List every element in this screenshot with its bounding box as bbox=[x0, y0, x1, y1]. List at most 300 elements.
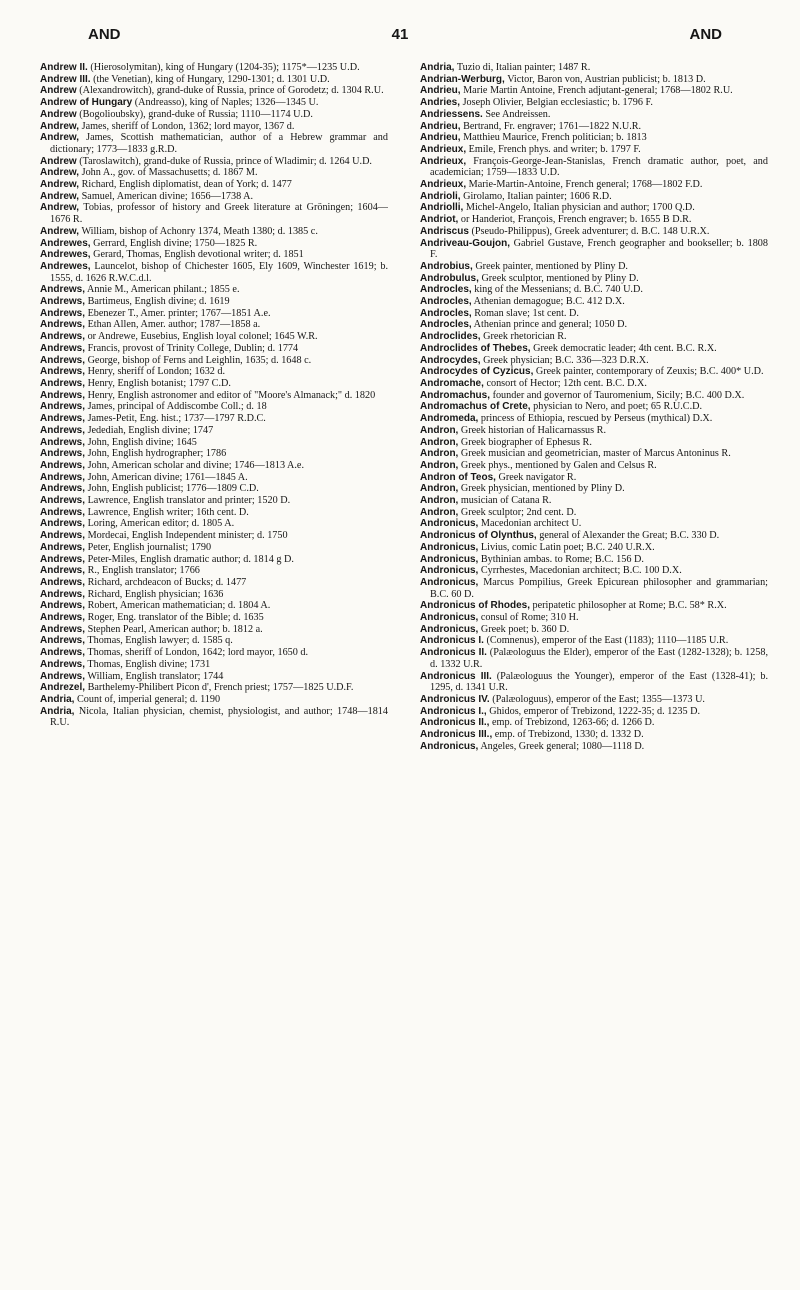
entry-text: Greek biographer of Ephesus R. bbox=[458, 436, 592, 448]
dictionary-entry bbox=[420, 635, 768, 647]
dictionary-entry bbox=[420, 331, 768, 343]
entry-headword: Andrews, bbox=[40, 331, 86, 343]
entry-text: John, English publicist; 1776—1809 C.D. bbox=[85, 483, 259, 495]
entry-headword: Andrews, bbox=[40, 377, 86, 389]
entry-text: Lawrence, English writer; 16th cent. D. bbox=[85, 506, 249, 518]
dictionary-entry bbox=[420, 179, 768, 191]
entry-text: Gerard, Thomas, English devotional writer; d. 1851 bbox=[90, 249, 304, 261]
dictionary-entry bbox=[420, 226, 768, 238]
dictionary-entry bbox=[420, 530, 768, 542]
entry-text: Nicola, Italian physician, chemist, physiologist, and author; 1748—1814 R.U. bbox=[50, 705, 388, 729]
entry-headword: Andrews, bbox=[40, 424, 86, 436]
entry-text: Roman slave; 1st cent. D. bbox=[471, 307, 579, 319]
entry-headword: Andronicus, bbox=[420, 553, 479, 565]
dictionary-entry bbox=[40, 85, 388, 97]
dictionary-entry bbox=[40, 472, 388, 484]
dictionary-entry bbox=[40, 448, 388, 460]
dictionary-entry bbox=[420, 624, 768, 636]
entry-text: consul of Rome; 310 H. bbox=[478, 612, 579, 624]
dictionary-entry bbox=[40, 413, 388, 425]
dictionary-entry bbox=[40, 600, 388, 612]
dictionary-entry bbox=[420, 542, 768, 554]
entry-text: William, English translator; 1744 bbox=[85, 670, 224, 682]
dictionary-entry bbox=[40, 671, 388, 683]
entry-headword: Androbulus, bbox=[420, 272, 479, 284]
entry-text: Marie Martin Antoine, French adjutant-general; 1768—1802 R.U. bbox=[460, 85, 733, 97]
entry-text: John, English divine; 1645 bbox=[85, 436, 197, 448]
dictionary-entry bbox=[40, 132, 388, 155]
entry-text: Macedonian architect U. bbox=[478, 518, 582, 530]
entry-text: Bythinian ambas. to Rome; B.C. 156 D. bbox=[478, 553, 644, 565]
dictionary-entry bbox=[420, 577, 768, 600]
entry-headword: Andria, bbox=[420, 62, 455, 73]
dictionary-entry bbox=[40, 366, 388, 378]
entry-headword: Andrew, bbox=[40, 225, 80, 237]
dictionary-entry bbox=[40, 542, 388, 554]
entry-headword: Androbius, bbox=[420, 260, 473, 272]
dictionary-entry bbox=[40, 249, 388, 261]
entry-text: Livius, comic Latin poet; B.C. 240 U.R.X. bbox=[478, 541, 655, 553]
right-column bbox=[420, 62, 768, 1267]
entry-headword: Andrew bbox=[40, 108, 77, 120]
entry-text: Lawrence, English translator and printer; 1520 D. bbox=[85, 495, 291, 507]
entry-headword: Androcydes of Cyzicus, bbox=[420, 366, 534, 378]
entry-headword: Andrieu, bbox=[420, 132, 461, 144]
entry-text: Ghidos, emperor of Trebizond, 1222-35; d. 1235 D. bbox=[486, 705, 701, 717]
entry-headword: Andrews, bbox=[40, 541, 86, 553]
entry-headword: Andronicus II. bbox=[420, 647, 487, 659]
entry-text: Cyrrhestes, Macedonian architect; B.C. 100 D.X. bbox=[478, 565, 682, 577]
entry-headword: Andrew, bbox=[40, 202, 80, 214]
dictionary-entry bbox=[420, 202, 768, 214]
entry-text: Francis, provost of Trinity College, Dublin; d. 1774 bbox=[85, 342, 299, 354]
entry-headword: Andrew II. bbox=[40, 62, 88, 73]
dictionary-entry bbox=[420, 191, 768, 203]
entry-headword: Andron, bbox=[420, 483, 459, 495]
entry-text: Greek rhetorician R. bbox=[480, 331, 567, 343]
entry-text: Annie M., American philant.; 1855 e. bbox=[85, 284, 240, 296]
entry-headword: Andrew III. bbox=[40, 73, 91, 85]
entry-text: Ebenezer T., Amer. printer; 1767—1851 A.e. bbox=[85, 307, 271, 319]
entry-text: Victor, Baron von, Austrian publicist; b. 1813 D. bbox=[504, 73, 706, 85]
dictionary-entry bbox=[420, 741, 768, 753]
entry-text: consort of Hector; 12th cent. B.C. D.X. bbox=[483, 377, 647, 389]
entry-headword: Andronicus I. bbox=[420, 635, 484, 647]
page-header bbox=[40, 26, 760, 50]
entry-text: Barthelemy-Philibert Picon d', French priest; 1757—1825 U.D.F. bbox=[85, 682, 354, 694]
dictionary-entry bbox=[40, 635, 388, 647]
entry-text: Peter-Miles, English dramatic author; d. 1814 g D. bbox=[85, 553, 294, 565]
entry-headword: Andrews, bbox=[40, 319, 86, 331]
entry-text: James, Scottish mathematician, author of a Hebrew grammar and dictionary; 1773—1833 g.R.D. bbox=[50, 132, 388, 155]
entry-text: emp. of Trebizond, 1330; d. 1332 D. bbox=[492, 729, 644, 741]
entry-headword: Andrezel, bbox=[40, 682, 86, 694]
entry-headword: Andrews, bbox=[40, 401, 86, 413]
dictionary-entry bbox=[420, 437, 768, 449]
entry-headword: Androcles, bbox=[420, 296, 472, 308]
entry-text: Tobias, professor of history and Greek literature at Gröningen; 1604—1676 R. bbox=[50, 202, 388, 226]
dictionary-entry bbox=[40, 226, 388, 238]
entry-headword: Androcles, bbox=[420, 307, 472, 319]
entry-headword: Andria, bbox=[40, 705, 75, 717]
dictionary-entry bbox=[40, 624, 388, 636]
dictionary-entry bbox=[40, 401, 388, 413]
dictionary-entry bbox=[40, 191, 388, 203]
entry-text: John, American divine; 1761—1845 A. bbox=[85, 471, 248, 483]
dictionary-entry bbox=[420, 85, 768, 97]
dictionary-entry bbox=[40, 425, 388, 437]
dictionary-entry bbox=[420, 97, 768, 109]
entry-headword: Andriolli, bbox=[420, 202, 464, 214]
dictionary-entry bbox=[420, 518, 768, 530]
dictionary-entry bbox=[420, 565, 768, 577]
dictionary-entry bbox=[420, 109, 768, 121]
entry-headword: Andron of Teos, bbox=[420, 471, 496, 483]
entry-text: physician to Nero, and poet; 65 R.U.C.D. bbox=[530, 401, 703, 413]
dictionary-entry bbox=[40, 483, 388, 495]
entry-text: Greek painter, mentioned by Pliny D. bbox=[472, 260, 628, 272]
dictionary-entry bbox=[40, 659, 388, 671]
page-number: 41 bbox=[391, 26, 409, 43]
dictionary-entry bbox=[420, 694, 768, 706]
entry-text: peripatetic philosopher at Rome; B.C. 58* R.X. bbox=[530, 600, 727, 612]
dictionary-entry bbox=[40, 437, 388, 449]
entry-headword: Andromachus, bbox=[420, 389, 491, 401]
entry-text: Marcus Pompilius, Greek Epicurean philosopher and grammarian; B.C. 60 D. bbox=[430, 576, 768, 600]
entry-headword: Andron, bbox=[420, 424, 459, 436]
entry-text: founder and governor of Tauromenium, Sicily; B.C. 400 D.X. bbox=[490, 389, 745, 401]
entry-headword: Andrews, bbox=[40, 342, 86, 354]
header-right-guide-word: AND bbox=[689, 26, 722, 43]
entry-headword: Andrews, bbox=[40, 366, 86, 378]
dictionary-entry bbox=[420, 284, 768, 296]
dictionary-entry bbox=[420, 729, 768, 741]
entry-text: Henry, English astronomer and editor of "Moore's Almanack;" d. 1820 bbox=[85, 389, 376, 401]
dictionary-entry bbox=[420, 296, 768, 308]
dictionary-entry bbox=[40, 319, 388, 331]
entry-text: See Andreissen. bbox=[482, 108, 551, 120]
entry-headword: Andrews, bbox=[40, 354, 86, 366]
dictionary-entry bbox=[420, 472, 768, 484]
entry-headword: Andronicus of Olynthus, bbox=[420, 530, 537, 542]
entry-headword: Andrew, bbox=[40, 132, 80, 144]
entry-headword: Andronicus, bbox=[420, 576, 479, 588]
entry-headword: Andrews, bbox=[40, 658, 86, 670]
entry-text: Ethan Allen, Amer. author; 1787—1858 a. bbox=[85, 319, 261, 331]
dictionary-entry bbox=[420, 273, 768, 285]
dictionary-entry bbox=[420, 214, 768, 226]
dictionary-entry bbox=[40, 121, 388, 133]
dictionary-entry bbox=[420, 460, 768, 472]
entry-headword: Andronicus of Rhodes, bbox=[420, 600, 530, 612]
entry-text: François-George-Jean-Stanislas, French dramatic author, poet, and academician; 1759—1833 U.D. bbox=[430, 155, 768, 179]
entry-headword: Andriscus bbox=[420, 225, 469, 237]
entry-text: Robert, American mathematician; d. 1804 A. bbox=[85, 600, 271, 612]
entry-headword: Andron, bbox=[420, 459, 459, 471]
entry-headword: Andrews, bbox=[40, 436, 86, 448]
entry-headword: Andrew, bbox=[40, 167, 80, 179]
dictionary-entry bbox=[40, 647, 388, 659]
entry-headword: Andrews, bbox=[40, 307, 86, 319]
entry-headword: Andrieux, bbox=[420, 143, 467, 155]
entry-text: Matthieu Maurice, French politician; b. 1813 bbox=[460, 132, 647, 144]
entry-text: John, English hydrographer; 1786 bbox=[85, 448, 227, 460]
entry-text: Greek sculptor, mentioned by Pliny D. bbox=[478, 272, 639, 284]
dictionary-entry bbox=[40, 694, 388, 706]
dictionary-entry bbox=[40, 507, 388, 519]
entry-headword: Andrew, bbox=[40, 179, 80, 191]
entry-text: musician of Catana R. bbox=[458, 495, 552, 507]
dictionary-entry bbox=[420, 413, 768, 425]
entry-text: Greek physician, mentioned by Pliny D. bbox=[458, 483, 625, 495]
entry-headword: Andrews, bbox=[40, 495, 86, 507]
entry-headword: Andrews, bbox=[40, 647, 86, 659]
entry-text: princess of Ethiopia, rescued by Perseus (mythical) D.X. bbox=[478, 413, 713, 425]
entry-headword: Androcles, bbox=[420, 319, 472, 331]
dictionary-entry bbox=[40, 331, 388, 343]
entry-text: Greek navigator R. bbox=[495, 471, 577, 483]
dictionary-entry bbox=[420, 425, 768, 437]
entry-headword: Andriveau-Goujon, bbox=[420, 237, 510, 249]
entry-text: Bartimeus, English divine; d. 1619 bbox=[85, 296, 230, 308]
left-column bbox=[40, 62, 388, 1267]
dictionary-entry bbox=[40, 261, 388, 284]
dictionary-entry bbox=[40, 612, 388, 624]
dictionary-entry bbox=[420, 600, 768, 612]
entry-text: James-Petit, Eng. hist.; 1737—1797 R.D.C. bbox=[85, 413, 266, 425]
entry-text: Richard, English diplomatist, dean of York; d. 1477 bbox=[79, 179, 292, 191]
dictionary-entry bbox=[420, 261, 768, 273]
entry-text: John A., gov. of Massachusetts; d. 1867 M. bbox=[79, 167, 258, 179]
entry-text: Thomas, sheriff of London, 1642; lord mayor, 1650 d. bbox=[85, 647, 309, 659]
entry-text: Roger, Eng. translator of the Bible; d. 1635 bbox=[85, 612, 264, 624]
entry-headword: Andrew bbox=[40, 155, 77, 167]
entry-headword: Andrews, bbox=[40, 506, 86, 518]
entry-text: (Palæologuus the Younger), emperor of the East (1328-41); b. 1295, d. 1341 U.R. bbox=[430, 670, 768, 694]
entry-text: Girolamo, Italian painter; 1606 R.D. bbox=[460, 190, 612, 202]
entry-text: Gerrard, English divine; 1750—1825 R. bbox=[90, 237, 258, 249]
dictionary-entry bbox=[420, 62, 768, 74]
dictionary-entry bbox=[420, 401, 768, 413]
entry-headword: Andrews, bbox=[40, 553, 86, 565]
entry-text: (Bogolioubsky), grand-duke of Russia; 1110—1174 U.D. bbox=[76, 108, 313, 120]
dictionary-entry bbox=[420, 343, 768, 355]
entry-text: Greek sculptor; 2nd cent. D. bbox=[458, 506, 577, 518]
dictionary-entry bbox=[40, 390, 388, 402]
entry-headword: Andrewes, bbox=[40, 237, 91, 249]
dictionary-entry bbox=[40, 343, 388, 355]
dictionary-entry bbox=[420, 390, 768, 402]
entry-headword: Andronicus, bbox=[420, 740, 479, 752]
entry-headword: Andrieu, bbox=[420, 120, 461, 132]
dictionary-entry bbox=[420, 554, 768, 566]
entry-text: Richard, English physician; 1636 bbox=[85, 588, 224, 600]
entry-text: (Pseudo-Philippus), Greek adventurer; d. B.C. 148 U.R.X. bbox=[468, 225, 710, 237]
dictionary-entry bbox=[40, 378, 388, 390]
entry-text: or Handeriot, François, French engraver; b. 1655 B D.R. bbox=[458, 214, 692, 226]
dictionary-entry bbox=[40, 179, 388, 191]
dictionary-entry bbox=[420, 483, 768, 495]
entry-headword: Andrews, bbox=[40, 389, 86, 401]
entry-text: Henry, sheriff of London; 1632 d. bbox=[85, 366, 226, 378]
entry-text: Marie-Martin-Antoine, French general; 1768—1802 F.D. bbox=[466, 179, 703, 191]
entry-text: Angeles, Greek general; 1080—1118 D. bbox=[478, 740, 645, 752]
dictionary-entry bbox=[40, 530, 388, 542]
dictionary-entry bbox=[40, 706, 388, 729]
entry-text: (Andreasso), king of Naples; 1326—1345 U. bbox=[132, 97, 319, 109]
dictionary-entry bbox=[40, 308, 388, 320]
entry-headword: Andronicus, bbox=[420, 518, 479, 530]
entry-text: Tuzio di, Italian painter; 1487 R. bbox=[454, 62, 591, 73]
entry-headword: Andronicus, bbox=[420, 623, 479, 635]
entry-headword: Andrieux, bbox=[420, 179, 467, 191]
entry-headword: Andrews, bbox=[40, 296, 86, 308]
entry-headword: Andrews, bbox=[40, 565, 86, 577]
dictionary-entry bbox=[40, 495, 388, 507]
entry-headword: Andrews, bbox=[40, 448, 86, 460]
entry-text: Greek painter, contemporary of Zeuxis; B.C. 400* U.D. bbox=[533, 366, 764, 378]
entry-headword: Andriessens. bbox=[420, 108, 483, 120]
dictionary-entry bbox=[420, 308, 768, 320]
entry-text: James, sheriff of London, 1362; lord mayor, 1367 d. bbox=[79, 120, 295, 132]
entry-headword: Andrew, bbox=[40, 190, 80, 202]
entry-headword: Androcydes, bbox=[420, 354, 481, 366]
dictionary-entry bbox=[420, 717, 768, 729]
entry-headword: Andronicus, bbox=[420, 612, 479, 624]
dictionary-entry bbox=[420, 612, 768, 624]
dictionary-entry bbox=[420, 121, 768, 133]
entry-text: Mordecai, English Independent minister; d. 1750 bbox=[85, 530, 288, 542]
dictionary-entry bbox=[420, 448, 768, 460]
entry-headword: Andron, bbox=[420, 448, 459, 460]
entry-headword: Andrews, bbox=[40, 588, 86, 600]
dictionary-entry bbox=[40, 554, 388, 566]
dictionary-entry bbox=[420, 319, 768, 331]
entry-text: Richard, archdeacon of Bucks; d. 1477 bbox=[85, 576, 247, 588]
entry-headword: Andrew, bbox=[40, 120, 80, 132]
dictionary-entry bbox=[40, 238, 388, 250]
entry-headword: Andries, bbox=[420, 97, 461, 109]
entry-headword: Andriot, bbox=[420, 214, 459, 226]
dictionary-entry bbox=[420, 706, 768, 718]
entry-text: (Palæologuus), emperor of the East; 1355—1373 U. bbox=[489, 693, 705, 705]
entry-text: (Palæologuus the Elder), emperor of the East (1282-1328); b. 1258, d. 1332 U.R. bbox=[430, 647, 768, 670]
entry-text: (Taroslawitch), grand-duke of Russia, prince of Wladimir; d. 1264 U.D. bbox=[76, 155, 372, 167]
dictionary-entry bbox=[420, 671, 768, 694]
dictionary-entry bbox=[40, 682, 388, 694]
entry-text: emp. of Trebizond, 1263-66; d. 1266 D. bbox=[489, 717, 655, 729]
entry-text: Michel-Angelo, Italian physician and author; 1700 Q.D. bbox=[463, 202, 695, 214]
entry-headword: Andrews, bbox=[40, 459, 86, 471]
entry-headword: Andron, bbox=[420, 495, 459, 507]
dictionary-entry bbox=[420, 495, 768, 507]
entry-text: Greek physician; B.C. 336—323 D.R.X. bbox=[480, 354, 649, 366]
entry-text: king of the Messenians; d. B.C. 740 U.D. bbox=[471, 284, 643, 296]
entry-text: Bertrand, Fr. engraver; 1761—1822 N.U.R. bbox=[460, 120, 642, 132]
entry-headword: Andrews, bbox=[40, 471, 86, 483]
dictionary-entry bbox=[40, 167, 388, 179]
entry-headword: Andron, bbox=[420, 436, 459, 448]
dictionary-entry bbox=[40, 62, 388, 74]
entry-text: (Hierosolymitan), king of Hungary (1204-35); 1175*—1235 U.D. bbox=[87, 62, 360, 73]
entry-headword: Andromache, bbox=[420, 377, 484, 389]
entry-text: George, bishop of Ferns and Leighlin, 1635; d. 1648 c. bbox=[85, 354, 312, 366]
entry-text: (Comnenus), emperor of the East (1183); 1110—1185 U.R. bbox=[483, 635, 729, 647]
entry-text: William, bishop of Achonry 1374, Meath 1380; d. 1385 c. bbox=[79, 225, 318, 237]
entry-text: Greek democratic leader; 4th cent. B.C. R.X. bbox=[530, 342, 717, 354]
dictionary-entry bbox=[40, 74, 388, 86]
entry-headword: Androclides of Thebes, bbox=[420, 342, 531, 354]
entry-text: Athenian demagogue; B.C. 412 D.X. bbox=[471, 296, 625, 308]
dictionary-entry bbox=[420, 647, 768, 670]
entry-text: Greek musician and geometrician, master of Marcus Antoninus R. bbox=[458, 448, 731, 460]
dictionary-entry bbox=[40, 109, 388, 121]
entry-text: general of Alexander the Great; B.C. 330 D. bbox=[536, 530, 720, 542]
dictionary-entry bbox=[40, 565, 388, 577]
entry-text: Thomas, English divine; 1731 bbox=[85, 658, 211, 670]
dictionary-entry bbox=[40, 296, 388, 308]
entry-text: (the Venetian), king of Hungary, 1290-1301; d. 1301 U.D. bbox=[90, 73, 330, 85]
entry-text: Athenian prince and general; 1050 D. bbox=[471, 319, 627, 331]
entry-text: Thomas, English lawyer; d. 1585 q. bbox=[85, 635, 233, 647]
dictionary-entry bbox=[420, 378, 768, 390]
entry-text: Peter, English journalist; 1790 bbox=[85, 541, 212, 553]
dictionary-entry bbox=[40, 589, 388, 601]
entry-headword: Andrew bbox=[40, 85, 77, 97]
dictionary-entry bbox=[420, 74, 768, 86]
entry-text: Joseph Olivier, Belgian ecclesiastic; b. 1796 F. bbox=[460, 97, 653, 109]
entry-text: Count of, imperial general; d. 1190 bbox=[74, 693, 221, 705]
dictionary-entry bbox=[40, 355, 388, 367]
entry-text: Samuel, American divine; 1656—1738 A. bbox=[79, 190, 254, 202]
dictionary-entry bbox=[420, 144, 768, 156]
entry-headword: Andrewes, bbox=[40, 249, 91, 261]
entry-headword: Andromachus of Crete, bbox=[420, 401, 531, 413]
entry-text: Greek phys., mentioned by Galen and Celsus R. bbox=[458, 459, 657, 471]
entry-headword: Andrews, bbox=[40, 576, 86, 588]
dictionary-entry bbox=[40, 202, 388, 225]
entry-text: Greek poet; b. 360 D. bbox=[478, 623, 570, 635]
dictionary-entry bbox=[420, 156, 768, 179]
entry-text: John, American scholar and divine; 1746—1813 A.e. bbox=[85, 459, 305, 471]
dictionary-entry bbox=[40, 577, 388, 589]
dictionary-entry bbox=[40, 97, 388, 109]
entry-headword: Andrews, bbox=[40, 413, 86, 425]
entry-headword: Andronicus II., bbox=[420, 717, 490, 729]
entry-text: Gabriel Gustave, French geographer and bookseller; b. 1808 F. bbox=[430, 237, 768, 261]
entry-text: Greek historian of Halicarnassus R. bbox=[458, 424, 607, 436]
dictionary-entry bbox=[420, 366, 768, 378]
entry-headword: Androcles, bbox=[420, 284, 472, 296]
entry-text: Stephen Pearl, American author; b. 1812 a. bbox=[85, 623, 263, 635]
entry-text: Jedediah, English divine; 1747 bbox=[85, 424, 214, 436]
entry-headword: Andrews, bbox=[40, 483, 86, 495]
entry-headword: Andronicus, bbox=[420, 565, 479, 577]
entry-text: Henry, English botanist; 1797 C.D. bbox=[85, 377, 231, 389]
entry-headword: Andrews, bbox=[40, 530, 86, 542]
entry-headword: Andrews, bbox=[40, 612, 86, 624]
entry-headword: Andrieux, bbox=[420, 155, 467, 167]
entry-headword: Andrewes, bbox=[40, 260, 91, 272]
entry-headword: Andrieu, bbox=[420, 85, 461, 97]
entry-headword: Andron, bbox=[420, 506, 459, 518]
entry-headword: Andrioli, bbox=[420, 190, 461, 202]
entry-headword: Andromeda, bbox=[420, 413, 479, 425]
dictionary-entry bbox=[420, 238, 768, 261]
dictionary-entry bbox=[40, 518, 388, 530]
entry-headword: Andrews, bbox=[40, 635, 86, 647]
dictionary-entry bbox=[40, 156, 388, 168]
